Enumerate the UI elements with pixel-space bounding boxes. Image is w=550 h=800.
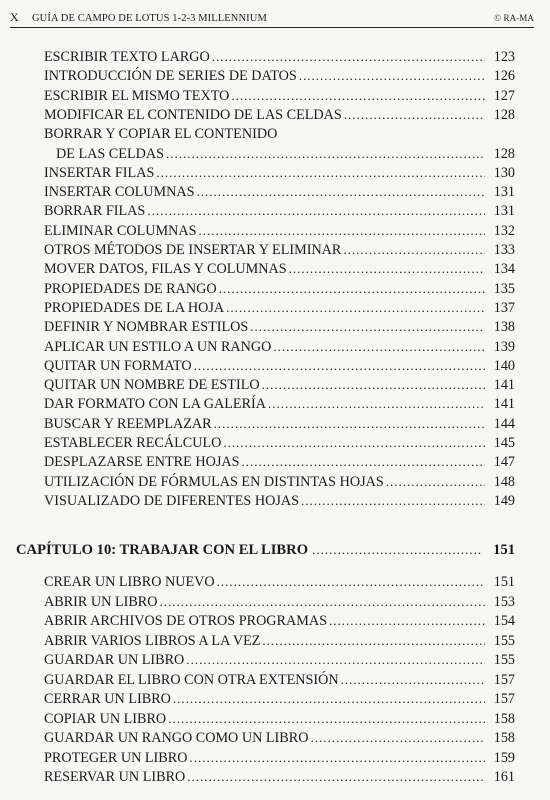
toc-entry-label: ABRIR UN LIBRO: [44, 593, 158, 610]
toc-entry: [44, 280, 515, 298]
leader-dots: [386, 473, 485, 491]
toc-entry-label: VISUALIZADO DE DIFERENTES HOJAS: [44, 492, 299, 509]
toc-entry-page: 126: [493, 68, 515, 85]
toc-entry: [44, 453, 515, 471]
leader-dots: [223, 434, 485, 452]
publisher-mark: © RA-MA: [494, 13, 534, 23]
leader-dots: [250, 318, 485, 336]
toc-entry: [44, 415, 515, 433]
leader-dots: [212, 48, 485, 66]
leader-dots: [344, 106, 485, 124]
toc-entry-label: PROPIEDADES DE LA HOJA: [44, 299, 225, 316]
toc-entry: [44, 690, 515, 708]
toc-entry: [44, 573, 515, 591]
toc-entry-label: RESERVAR UN LIBRO: [44, 769, 186, 785]
toc-entry-label: CERRAR UN LIBRO: [44, 691, 171, 707]
toc-entry-label: ELIMINAR COLUMNAS: [44, 222, 197, 239]
toc-entry-label: GUARDAR EL LIBRO CON OTRA EXTENSIÓN: [44, 671, 339, 688]
leader-dots: [262, 376, 485, 394]
toc-entry-page: 131: [493, 184, 515, 201]
toc-entry-label: ESCRIBIR EL MISMO TEXTO: [44, 87, 230, 104]
toc-entry-page: 155: [493, 652, 515, 668]
leader-dots: [226, 299, 485, 317]
toc-entry-page: 158: [493, 710, 515, 727]
toc-entry: [44, 338, 515, 356]
toc-entry: [44, 145, 515, 163]
toc-entry-page: 133: [493, 242, 515, 258]
toc-entry-label: BUSCAR Y REEMPLAZAR: [44, 415, 212, 432]
toc-entry: [44, 671, 515, 689]
toc-entry-label: MODIFICAR EL CONTENIDO DE LAS CELDAS: [44, 106, 342, 123]
leader-dots: [160, 593, 485, 611]
toc-entry: [44, 222, 515, 240]
toc-entry-page: 123: [493, 49, 515, 65]
toc-entry: [44, 434, 515, 452]
toc-entry-page: 127: [493, 87, 515, 104]
leader-dots: [289, 260, 485, 278]
leader-dots: [199, 222, 485, 240]
toc-entry-label: ABRIR ARCHIVOS DE OTROS PROGRAMAS: [44, 613, 328, 629]
toc-entry: [44, 48, 515, 66]
toc-entry-page: 131: [493, 203, 515, 220]
toc-entry-label: APLICAR UN ESTILO A UN RANGO: [44, 338, 272, 355]
toc-entry-page: 140: [493, 357, 515, 374]
leader-dots: [341, 671, 485, 689]
leader-dots: [299, 67, 485, 85]
toc-entry-page: 139: [493, 338, 515, 355]
book-title: GUÍA DE CAMPO DE LOTUS 1-2-3 MILLENNIUM: [32, 13, 267, 24]
toc-entry-page: 148: [493, 473, 515, 490]
leader-dots: [147, 202, 485, 220]
leader-dots: [197, 183, 485, 201]
toc-entry-page: 141: [493, 396, 515, 413]
toc-entry: [44, 125, 515, 143]
toc-entry-label: OTROS MÉTODOS DE INSERTAR Y ELIMINAR: [44, 242, 342, 258]
toc-entry: [44, 202, 515, 220]
toc-entry: [44, 729, 515, 747]
toc-entry: [44, 183, 515, 201]
toc-entry: [44, 749, 515, 767]
leader-dots: [168, 710, 485, 728]
leader-dots: [166, 145, 485, 163]
toc-entry: [44, 710, 515, 728]
leader-dots: [268, 395, 485, 413]
toc-entry-page: 145: [493, 435, 515, 451]
leader-dots: [173, 690, 485, 708]
leader-dots: [186, 651, 485, 669]
leader-dots: [343, 241, 485, 259]
toc-entry-label: DESPLAZARSE ENTRE HOJAS: [44, 454, 240, 471]
toc-entry-page: 138: [493, 319, 515, 336]
leader-dots: [187, 768, 485, 786]
toc-entry: [44, 299, 515, 317]
toc-entry: [44, 768, 515, 786]
toc-entry: [44, 357, 515, 375]
toc-entry-page: 134: [493, 261, 515, 278]
toc-entry-page: 157: [493, 671, 515, 688]
toc-entry-page: 157: [493, 691, 515, 707]
toc-entry: [44, 87, 515, 105]
leader-dots: [242, 453, 486, 471]
toc-entry-page: 128: [493, 106, 515, 123]
leader-dots: [219, 280, 485, 298]
leader-dots: [231, 87, 485, 105]
toc-entry-page: 144: [493, 415, 515, 432]
toc-entry: [44, 632, 515, 650]
toc-entry-label: BORRAR FILAS: [44, 203, 146, 220]
toc-entry: [44, 164, 515, 182]
toc-entry-label: GUARDAR UN RANGO COMO UN LIBRO: [44, 730, 309, 746]
chapter-page: 151: [493, 542, 515, 558]
toc-entry-label: ABRIR VARIOS LIBROS A LA VEZ: [44, 632, 261, 649]
leader-dots: [194, 357, 485, 375]
toc-entry-page: 161: [493, 769, 515, 785]
toc-entry-page: 149: [493, 492, 515, 509]
toc-entry-page: 137: [493, 299, 515, 316]
toc-entry-page: 130: [493, 164, 515, 181]
toc-entry-label: DEFINIR Y NOMBRAR ESTILOS: [44, 319, 249, 336]
toc-entry: [44, 67, 515, 85]
toc-entry-label: PROTEGER UN LIBRO: [44, 749, 188, 766]
running-header: [10, 10, 534, 25]
toc-entry-label: PROPIEDADES DE RANGO: [44, 280, 217, 297]
toc-entry-label: INSERTAR COLUMNAS: [44, 184, 195, 201]
toc-entry-label: QUITAR UN FORMATO: [44, 357, 192, 374]
toc-entry: [44, 492, 515, 510]
toc-entry: [44, 593, 515, 611]
toc-entry-label: INTRODUCCIÓN DE SERIES DE DATOS: [44, 68, 297, 85]
toc-entry-label: COPIAR UN LIBRO: [44, 710, 167, 727]
toc-entry: [44, 612, 515, 630]
toc-entry-label: QUITAR UN NOMBRE DE ESTILO: [44, 377, 260, 394]
leader-dots: [329, 612, 485, 630]
leader-dots: [273, 338, 485, 356]
toc-entry: [44, 395, 515, 413]
leader-dots: [310, 729, 485, 747]
leader-dots: [312, 540, 483, 560]
leader-dots: [262, 632, 485, 650]
leader-dots: [214, 415, 485, 433]
leader-dots: [156, 164, 485, 182]
toc-entry-label: ESCRIBIR TEXTO LARGO: [44, 49, 210, 65]
leader-dots: [189, 749, 485, 767]
chapter-heading: [16, 540, 515, 560]
toc-entry-page: 154: [493, 613, 515, 629]
toc-entry-page: 135: [493, 280, 515, 297]
leader-dots: [301, 492, 485, 510]
toc-entry-label: DAR FORMATO CON LA GALERÍA: [44, 396, 267, 413]
leader-dots: [217, 573, 485, 591]
toc-entry: [44, 106, 515, 124]
toc-entry: [44, 651, 515, 669]
toc-entry-label: UTILIZACIÓN DE FÓRMULAS EN DISTINTAS HOJAS: [44, 473, 384, 490]
toc-entry-label: DE LAS CELDAS: [56, 145, 164, 162]
toc-entry: [44, 318, 515, 336]
toc-entry: [44, 376, 515, 394]
toc-entry-label: ESTABLECER RECÁLCULO: [44, 435, 222, 451]
header-rule: [10, 27, 534, 28]
page-number: X: [10, 10, 19, 24]
toc-entry-label: CREAR UN LIBRO NUEVO: [44, 574, 215, 590]
toc-entry-page: 159: [493, 749, 515, 766]
toc-entry-page: 141: [493, 377, 515, 394]
toc-entry: [44, 241, 515, 259]
toc-entry: [44, 260, 515, 278]
toc-entry-label: INSERTAR FILAS: [44, 164, 155, 181]
toc-entry-page: 132: [493, 222, 515, 239]
toc-entry-page: 153: [493, 593, 515, 610]
toc-entry-page: 155: [493, 632, 515, 649]
chapter-title: CAPÍTULO 10: TRABAJAR CON EL LIBRO: [16, 542, 309, 558]
toc-entry-label: BORRAR Y COPIAR EL CONTENIDO: [44, 126, 278, 143]
toc-entry-page: 147: [493, 454, 515, 471]
toc-entry-page: 158: [493, 730, 515, 746]
toc-entry-page: 151: [493, 574, 515, 590]
toc-entry-label: MOVER DATOS, FILAS Y COLUMNAS: [44, 261, 287, 278]
toc-entry-page: 128: [493, 145, 515, 162]
toc-entry-label: GUARDAR UN LIBRO: [44, 652, 185, 668]
toc-entry: [44, 473, 515, 491]
